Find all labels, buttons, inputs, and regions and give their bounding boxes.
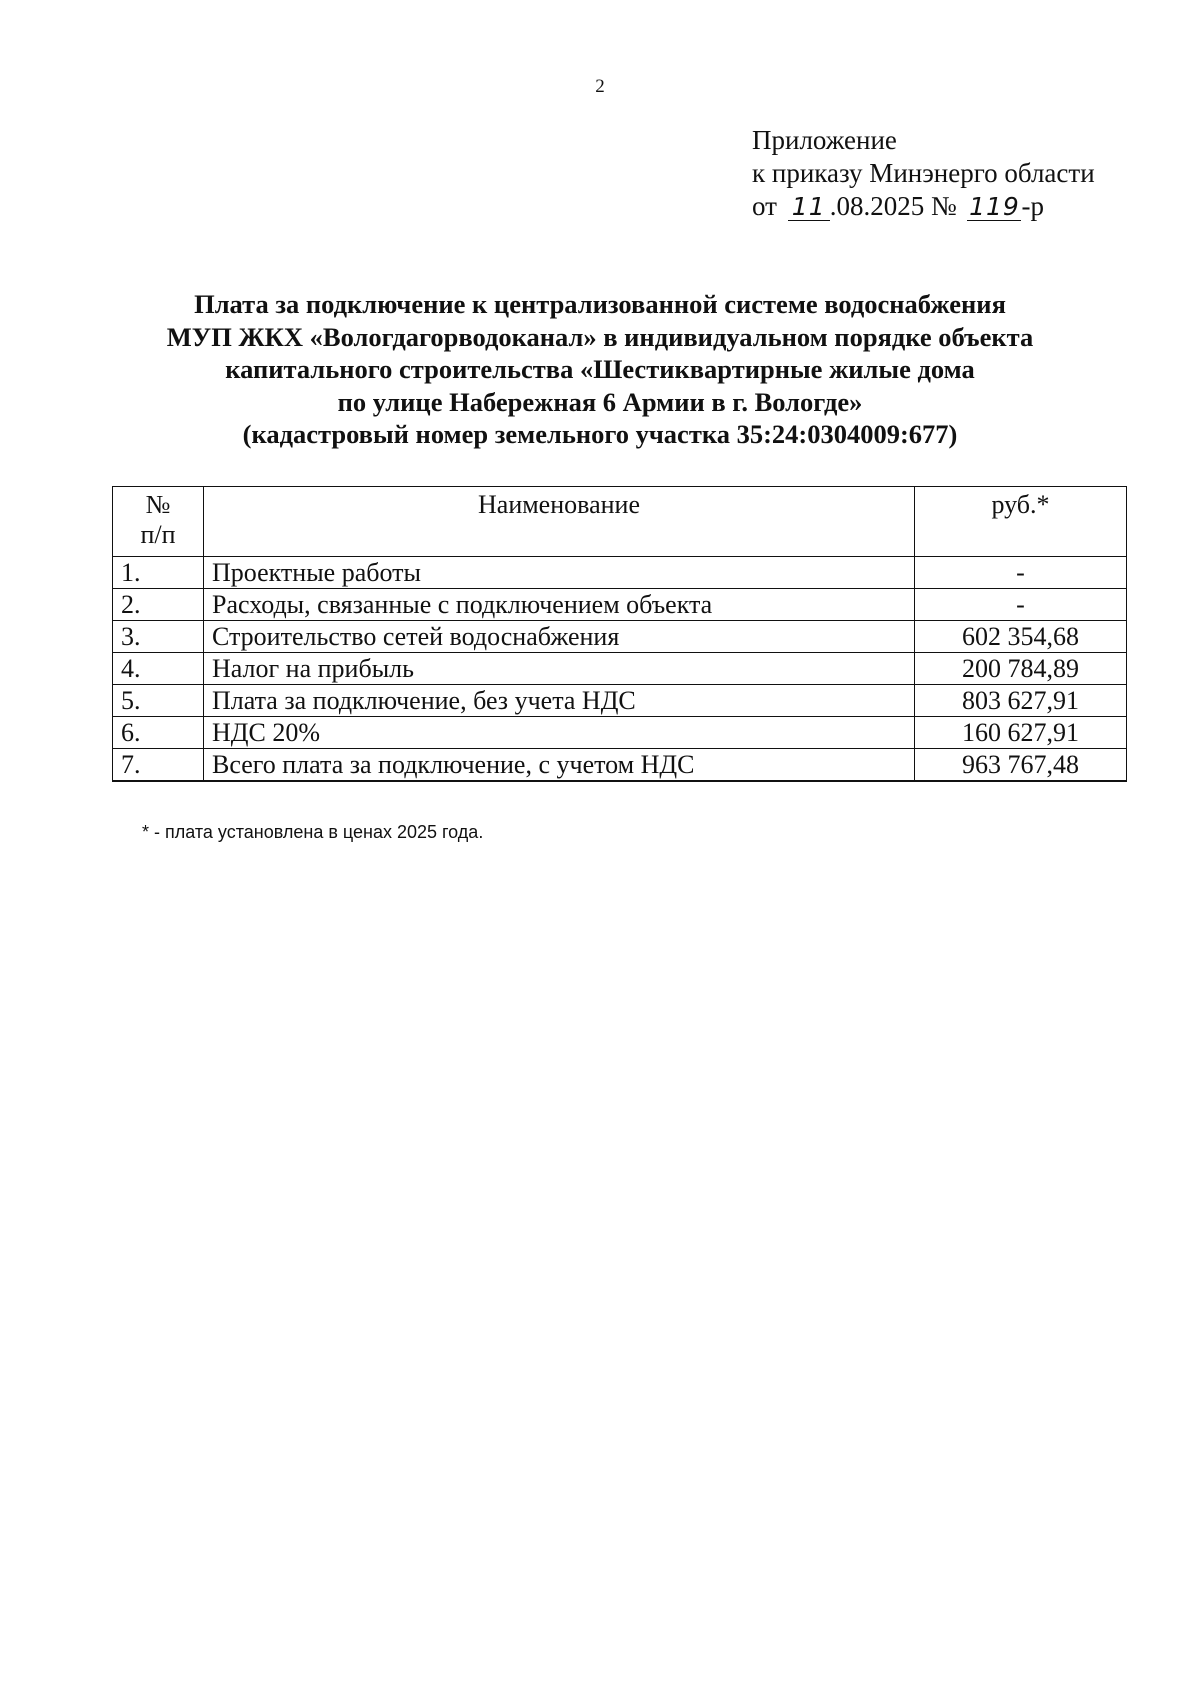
table-row xyxy=(113,749,1127,782)
page-number: 2 xyxy=(595,76,605,97)
title-line: Плата за подключение к централизованной системе водоснабжения xyxy=(194,289,1006,319)
table-row xyxy=(113,685,1127,717)
row-value: 963 767,48 xyxy=(915,749,1127,782)
row-name: Налог на прибыль xyxy=(204,653,915,685)
appendix-title: Приложение xyxy=(752,125,897,155)
header-name: Наименование xyxy=(204,487,915,557)
row-number: 5. xyxy=(113,685,204,717)
row-value: 803 627,91 xyxy=(915,685,1127,717)
date-rest: .08.2025 № xyxy=(829,191,957,221)
document-title xyxy=(0,288,1200,451)
date-prefix: от xyxy=(752,191,777,221)
handwritten-order-number: 119 xyxy=(969,192,1020,221)
header-rub: руб.* xyxy=(915,487,1127,557)
row-value: 602 354,68 xyxy=(915,621,1127,653)
appendix-order-reference: к приказу Минэнерго области xyxy=(752,158,1095,188)
row-number: 1. xyxy=(113,557,204,589)
table-row xyxy=(113,589,1127,621)
row-number: 2. xyxy=(113,589,204,621)
row-name: Проектные работы xyxy=(204,557,915,589)
footnote: * - плата установлена в ценах 2025 года. xyxy=(142,822,484,842)
title-line: по улице Набережная 6 Армии в г. Вологде» xyxy=(337,386,863,417)
row-value: 160 627,91 xyxy=(915,717,1127,749)
table-row xyxy=(113,717,1127,749)
row-number: 4. xyxy=(113,653,204,685)
fee-table xyxy=(112,486,1127,782)
row-value: - xyxy=(915,557,1127,589)
order-suffix: -р xyxy=(1021,191,1044,221)
appendix-date-line xyxy=(752,190,1095,223)
header-num-pp: п/п xyxy=(140,520,176,549)
header-num xyxy=(113,487,204,557)
row-number: 6. xyxy=(113,717,204,749)
title-line: МУП ЖКХ «Вологдагорводоканал» в индивидуальном порядке объекта xyxy=(166,321,1034,352)
appendix-header xyxy=(752,124,1095,223)
table-row xyxy=(113,653,1127,685)
title-line: (кадастровый номер земельного участка 35:24:0304009:677) xyxy=(242,419,958,449)
handwritten-day: 11 xyxy=(788,194,830,221)
row-number: 3. xyxy=(113,621,204,653)
row-number: 7. xyxy=(113,749,204,782)
row-name: Всего плата за подключение, с учетом НДС xyxy=(204,749,915,782)
table-row xyxy=(113,557,1127,589)
table-header-row xyxy=(113,487,1127,557)
row-name: Расходы, связанные с подключением объекта xyxy=(204,589,915,621)
title-line: капитального строительства «Шестиквартирные жилые дома xyxy=(225,354,975,384)
row-name: Плата за подключение, без учета НДС xyxy=(204,685,915,717)
row-name: НДС 20% xyxy=(204,717,915,749)
row-name: Строительство сетей водоснабжения xyxy=(204,621,915,653)
table-row xyxy=(113,621,1127,653)
row-value: - xyxy=(915,589,1127,621)
header-num-symbol: № xyxy=(145,490,171,519)
row-value: 200 784,89 xyxy=(915,653,1127,685)
